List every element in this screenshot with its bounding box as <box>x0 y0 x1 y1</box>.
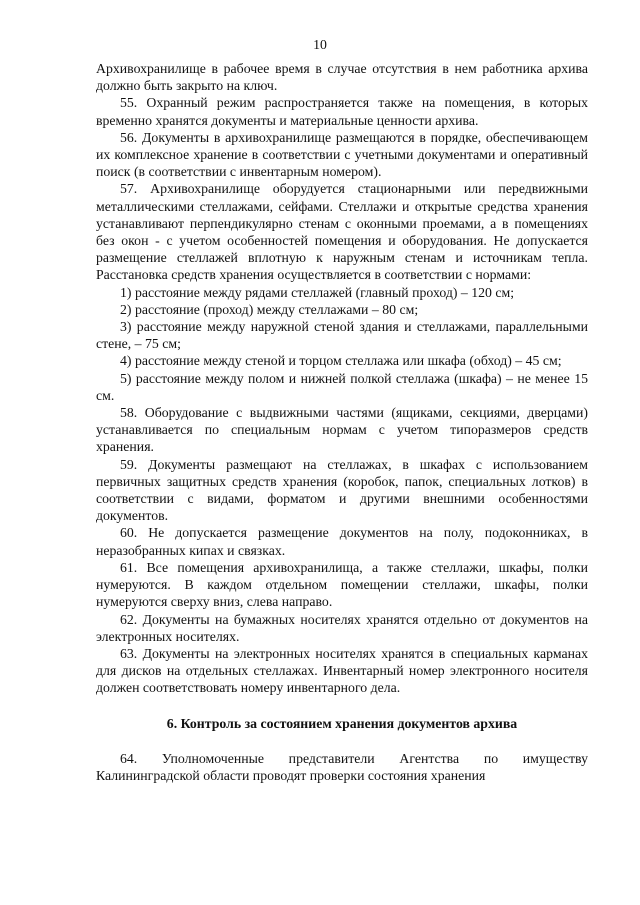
paragraph: 55. Охранный режим распространяется также на помещения, в которых временно хранятся документы и материальные ценности архива. <box>96 95 588 128</box>
list-item: 4) расстояние между стеной и торцом стеллажа или шкафа (обход) – 45 см; <box>120 353 562 369</box>
list-item: 5) расстояние между полом и нижней полкой стеллажа (шкафа) – не менее 15 см. <box>96 370 588 403</box>
list-item: 1) расстояние между рядами стеллажей (главный проход) – 120 см; <box>120 284 515 300</box>
paragraph: 60. Не допускается размещение документов на полу, подоконниках, в неразобранных кипах и связках. <box>96 525 588 558</box>
paragraph: 57. Архивохранилище оборудуется стационарными или передвижными металлическими стеллажами, сейфами. Стеллажи и открытые средства хранения устанавливают перпендикулярно стенам с оконными проемами, а в помещениях без окон - с учетом особенностей помещения и оборудования. Не допускается размещение стеллажей вплотную к наружным стенам и источникам тепла. Расстановка средств хранения осуществляется в соответствии с нормами: <box>96 181 588 283</box>
list-item: 2) расстояние (проход) между стеллажами – 80 см; <box>120 301 419 317</box>
paragraph: 61. Все помещения архивохранилища, а также стеллажи, шкафы, полки нумеруются. В каждом отдельном помещении стеллажи, шкафы, полки нумеруются сверху вниз, слева направо. <box>96 559 588 610</box>
spacer <box>96 697 588 715</box>
paragraph: 63. Документы на электронных носителях хранятся в специальных карманах для дисков на отдельных стеллажах. Инвентарный номер электронного носителя должен соответствовать номеру инвентарного дела. <box>96 645 588 696</box>
page-body <box>96 60 588 784</box>
spacer <box>96 732 588 750</box>
paragraph: 59. Документы размещают на стеллажах, в шкафах с использованием первичных защитных средств хранения (коробок, папок, специальных лотков) в соответствии с видами, форматом и другими внешними особенностями документов. <box>96 456 588 524</box>
list-item: 3) расстояние между наружной стеной здания и стеллажами, параллельными стене, – 75 см; <box>96 319 588 352</box>
section-heading: 6. Контроль за состоянием хранения документов архива <box>166 715 518 731</box>
paragraph: 58. Оборудование с выдвижными частями (ящиками, секциями, дверцами) устанавливается по специальным нормам с учетом типоразмеров средств хранения. <box>96 405 588 455</box>
paragraph: 56. Документы в архивохранилище размещаются в порядке, обеспечивающем их комплексное хранение в соответствии с учетными документами и оперативный поиск (в соответствии с инвентарным номером). <box>96 129 588 180</box>
page-number: 10 <box>313 37 327 52</box>
paragraph: 64. Уполномоченные представители Агентства по имуществу Калининградской области проводят проверки состояния хранения <box>96 750 588 783</box>
paragraph: Архивохранилище в рабочее время в случае отсутствия в нем работника архива должно быть закрыто на ключ. <box>96 61 588 94</box>
paragraph: 62. Документы на бумажных носителях хранятся отдельно от документов на электронных носителях. <box>96 611 588 644</box>
